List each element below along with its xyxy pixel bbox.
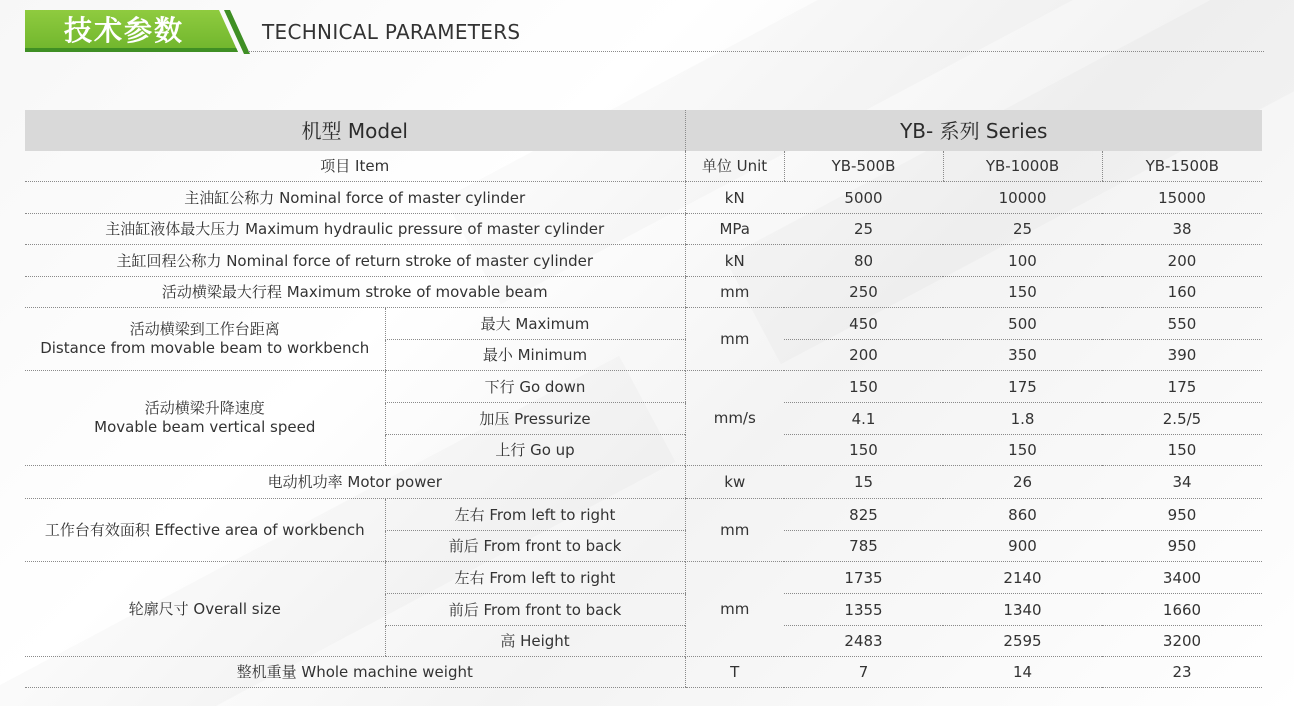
cell-value: 7: [784, 657, 943, 688]
cell-value: 14: [943, 657, 1102, 688]
row-unit: mm: [685, 499, 784, 562]
section-title-cn: 技术参数: [64, 14, 185, 47]
table-row: [25, 657, 1262, 688]
row-unit: kN: [685, 182, 784, 214]
cell-value: 150: [784, 435, 943, 466]
section-title-en: TECHNICAL PARAMETERS: [262, 20, 521, 44]
cell-value: 2140: [943, 562, 1102, 594]
cell-value: 200: [1102, 245, 1262, 277]
cell-value: 150: [784, 371, 943, 403]
cell-value: 2.5/5: [1102, 403, 1262, 435]
table-row: [25, 371, 1262, 403]
row-label: 活动横梁最大行程 Maximum stroke of movable beam: [25, 277, 685, 308]
cell-value: 1660: [1102, 594, 1262, 626]
cell-value: 550: [1102, 308, 1262, 340]
cell-value: 250: [784, 277, 943, 308]
row-unit: mm: [685, 562, 784, 657]
cell-value: 23: [1102, 657, 1262, 688]
row-unit: kN: [685, 245, 784, 277]
sub-label: 前后 From front to back: [385, 594, 685, 626]
cell-value: 785: [784, 531, 943, 562]
table-row: [25, 308, 1262, 340]
sub-label: 下行 Go down: [385, 371, 685, 403]
cell-value: 350: [943, 340, 1102, 371]
series-header: YB- 系列 Series: [685, 110, 1262, 151]
group-label-en: Distance from movable beam to workbench: [40, 339, 370, 357]
row-label: 电动机功率 Motor power: [25, 466, 685, 499]
cell-value: 15: [784, 466, 943, 499]
cell-value: 38: [1102, 214, 1262, 245]
cell-value: 4.1: [784, 403, 943, 435]
group-label-overall: 轮廓尺寸 Overall size: [25, 562, 385, 657]
cell-value: 25: [784, 214, 943, 245]
group-label-cn: 活动横梁升降速度: [144, 399, 265, 417]
cell-value: 80: [784, 245, 943, 277]
cell-value: 950: [1102, 499, 1262, 531]
cell-value: 1735: [784, 562, 943, 594]
table-band-row: [25, 110, 1262, 151]
cell-value: 25: [943, 214, 1102, 245]
table-row: [25, 277, 1262, 308]
group-label-en: Movable beam vertical speed: [94, 418, 316, 436]
column-header-row: [25, 151, 1262, 182]
cell-value: 150: [943, 435, 1102, 466]
table-row: [25, 245, 1262, 277]
row-unit: kw: [685, 466, 784, 499]
cell-value: 26: [943, 466, 1102, 499]
cell-value: 1355: [784, 594, 943, 626]
cell-value: 500: [943, 308, 1102, 340]
sub-label: 左右 From left to right: [385, 562, 685, 594]
cell-value: 950: [1102, 531, 1262, 562]
row-label: 整机重量 Whole machine weight: [25, 657, 685, 688]
row-unit: mm/s: [685, 371, 784, 466]
sub-label: 加压 Pressurize: [385, 403, 685, 435]
cell-value: 3200: [1102, 626, 1262, 657]
cell-value: 5000: [784, 182, 943, 214]
table-row: [25, 499, 1262, 531]
table-row: [25, 466, 1262, 499]
cell-value: 10000: [943, 182, 1102, 214]
cell-value: 15000: [1102, 182, 1262, 214]
model-header-2: YB-1000B: [943, 151, 1102, 182]
cell-value: 390: [1102, 340, 1262, 371]
cell-value: 825: [784, 499, 943, 531]
row-unit: T: [685, 657, 784, 688]
group-label-cn: 活动横梁到工作台距离: [129, 320, 280, 338]
header-divider: [248, 51, 1264, 52]
row-unit: MPa: [685, 214, 784, 245]
cell-value: 160: [1102, 277, 1262, 308]
cell-value: 150: [943, 277, 1102, 308]
row-label: 主油缸液体最大压力 Maximum hydraulic pressure of master cylinder: [25, 214, 685, 245]
sub-label: 上行 Go up: [385, 435, 685, 466]
row-label: 主缸回程公称力 Nominal force of return stroke of master cylinder: [25, 245, 685, 277]
table-row: [25, 182, 1262, 214]
row-label: 主油缸公称力 Nominal force of master cylinder: [25, 182, 685, 214]
table-row: [25, 214, 1262, 245]
cell-value: 1340: [943, 594, 1102, 626]
row-unit: mm: [685, 308, 784, 371]
sub-label: 最小 Minimum: [385, 340, 685, 371]
unit-header: 单位 Unit: [685, 151, 784, 182]
cell-value: 860: [943, 499, 1102, 531]
cell-value: 100: [943, 245, 1102, 277]
cell-value: 1.8: [943, 403, 1102, 435]
cell-value: 2595: [943, 626, 1102, 657]
cell-value: 34: [1102, 466, 1262, 499]
sub-label: 高 Height: [385, 626, 685, 657]
sub-label: 最大 Maximum: [385, 308, 685, 340]
table-row: [25, 562, 1262, 594]
cell-value: 3400: [1102, 562, 1262, 594]
parameters-table: [25, 110, 1262, 688]
item-header: 项目 Item: [25, 151, 685, 182]
cell-value: 175: [1102, 371, 1262, 403]
cell-value: 150: [1102, 435, 1262, 466]
group-label-speed: [25, 371, 385, 466]
sub-label: 左右 From left to right: [385, 499, 685, 531]
model-header-3: YB-1500B: [1102, 151, 1262, 182]
cell-value: 175: [943, 371, 1102, 403]
model-header: 机型 Model: [25, 110, 685, 151]
sub-label: 前后 From front to back: [385, 531, 685, 562]
cell-value: 2483: [784, 626, 943, 657]
model-header-1: YB-500B: [784, 151, 943, 182]
group-label-distance: [25, 308, 385, 371]
cell-value: 900: [943, 531, 1102, 562]
cell-value: 200: [784, 340, 943, 371]
cell-value: 450: [784, 308, 943, 340]
row-unit: mm: [685, 277, 784, 308]
group-label-workbench: 工作台有效面积 Effective area of workbench: [25, 499, 385, 562]
